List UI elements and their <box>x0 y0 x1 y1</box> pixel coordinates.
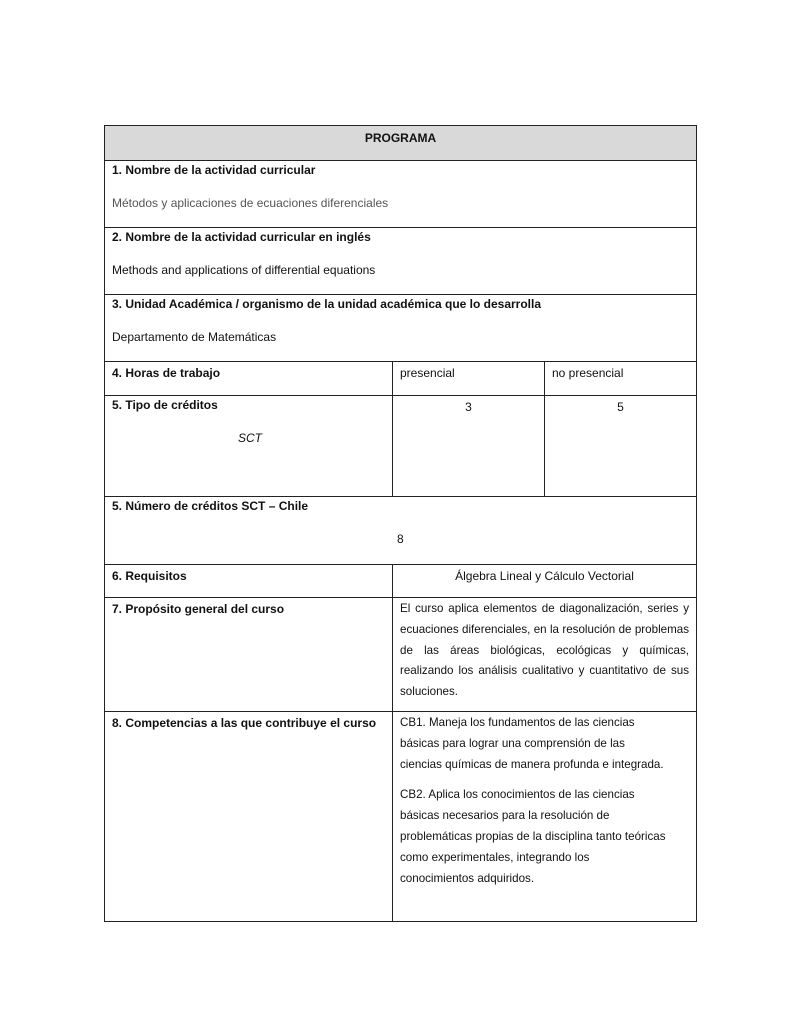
section-5b <box>104 496 697 565</box>
section-8-label: 8. Competencias a las que contribuye el curso <box>112 716 377 730</box>
section-2-value: Methods and applications of differential equations <box>112 263 376 277</box>
section-1-label: 1. Nombre de la actividad curricular <box>112 163 316 177</box>
section-3 <box>104 294 697 362</box>
sct-credits-value: 8 <box>397 532 404 546</box>
section-6-label: 6. Requisitos <box>112 569 187 583</box>
section-7-label-cell <box>104 597 393 712</box>
section-7-label: 7. Propósito general del curso <box>112 602 285 616</box>
section-2-label: 2. Nombre de la actividad curricular en inglés <box>112 230 371 244</box>
no-presencial-credits-value: 5 <box>617 400 624 414</box>
section-5-label: 5. Tipo de créditos <box>112 398 218 412</box>
section-1-value: Métodos y aplicaciones de ecuaciones diferenciales <box>112 196 389 210</box>
hours-no-presencial-header <box>544 361 697 396</box>
presencial-credits <box>392 395 545 497</box>
competency-cb2: CB2. Aplica los conocimientos de las ciencias básicas necesarios para la resolución de problemáticas propias de la disciplina tanto teóricas como experimentales, integrando los conocimientos adquiridos. <box>400 788 666 885</box>
section-5b-label: 5. Número de créditos SCT – Chile <box>112 499 309 513</box>
presencial-label: presencial <box>400 366 455 380</box>
program-header <box>104 125 697 161</box>
no-presencial-label: no presencial <box>552 366 624 380</box>
hours-presencial-header <box>392 361 545 396</box>
course-purpose: El curso aplica elementos de diagonalización, series y ecuaciones diferenciales, en la resolución de problemas de las áreas biológicas, ecológicas y químicas, realizando los análisis cualitativo y cuantitativo de sus soluciones. <box>400 602 689 699</box>
section-4-label <box>104 361 393 396</box>
section-8-label-cell <box>104 711 393 922</box>
section-6-label-cell <box>104 564 393 598</box>
section-4-label-text: 4. Horas de trabajo <box>112 366 221 380</box>
presencial-credits-value: 3 <box>465 400 472 414</box>
section-3-label: 3. Unidad Académica / organismo de la unidad académica que lo desarrolla <box>112 297 542 311</box>
requirements-value: Álgebra Lineal y Cálculo Vectorial <box>455 569 634 583</box>
section-2 <box>104 227 697 295</box>
section-5-label-cell <box>104 395 393 497</box>
section-8-value-cell <box>392 711 697 922</box>
section-1 <box>104 160 697 228</box>
section-6-value-cell <box>392 564 697 598</box>
competency-cb1: CB1. Maneja los fundamentos de las ciencias básicas para lograr una comprensión de las ciencias químicas de manera profunda e integrada. <box>400 716 664 771</box>
no-presencial-credits <box>544 395 697 497</box>
program-title: PROGRAMA <box>364 131 437 145</box>
credit-type-sct: SCT <box>238 431 262 445</box>
section-3-value: Departamento de Matemáticas <box>112 330 277 344</box>
section-7-value-cell <box>392 597 697 712</box>
